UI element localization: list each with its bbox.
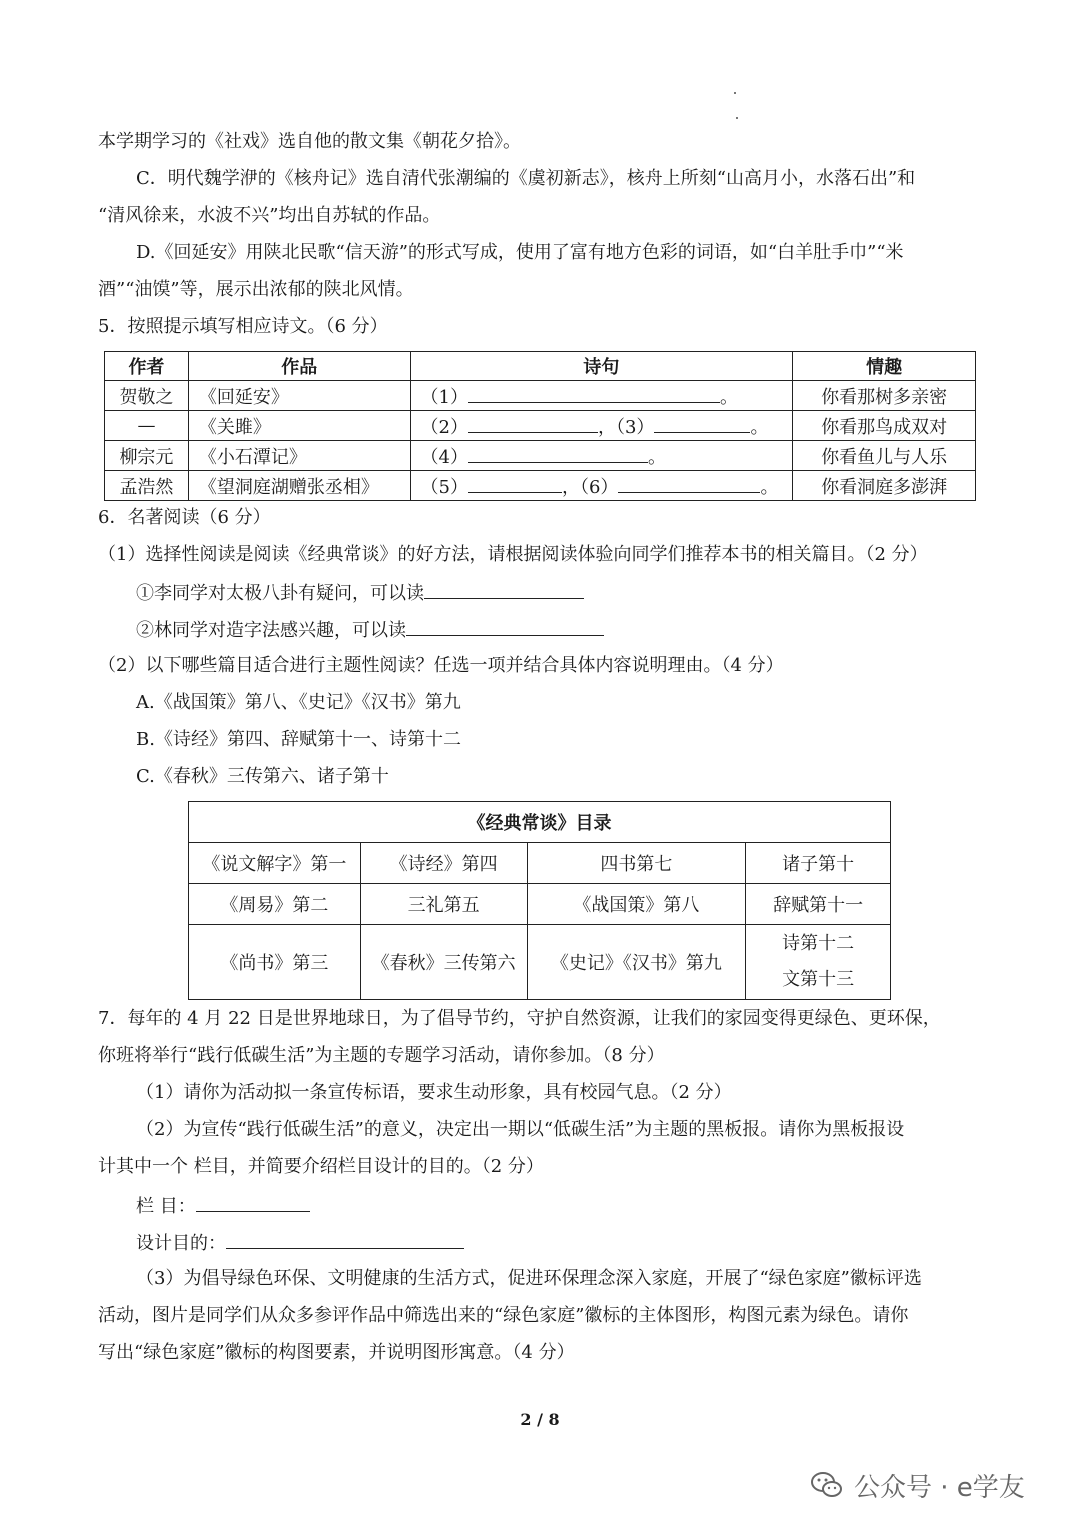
question-6-part-2: （2）以下哪些篇目适合进行主题性阅读？任选一项并结合具体内容说明理由。（4 分）	[98, 655, 784, 676]
toc-table	[188, 801, 891, 1000]
poem-table	[104, 351, 976, 501]
option-c-line-2: “清风徐来，水波不兴”均出自苏轼的作品。	[98, 205, 441, 226]
page-number: 2 / 8	[520, 1410, 560, 1429]
option-b: B.《诗经》第四、辞赋第十一、诗第十二	[136, 729, 461, 750]
blank-label: （4）	[420, 446, 468, 468]
punct: 。	[647, 446, 666, 468]
verse-cell	[410, 411, 793, 441]
column-label: 栏 目：	[136, 1196, 196, 1217]
verse-cell	[410, 471, 793, 501]
question-7-line-2: 你班将举行“践行低碳生活”为主题的专题学习活动，请你参加。（8 分）	[98, 1045, 665, 1066]
work-cell: 《关雎》	[188, 411, 410, 441]
question-6-item-2	[136, 617, 604, 643]
question-6-title: 6．名著阅读（6 分）	[98, 507, 271, 528]
toc-row	[189, 925, 891, 1000]
verse-cell	[410, 381, 793, 411]
answer-blank-li[interactable]	[424, 580, 584, 599]
header-author: 作者	[105, 352, 189, 381]
blank-label: （1）	[420, 386, 468, 408]
toc-cell	[746, 925, 891, 1000]
blank-label: （5）	[420, 476, 468, 498]
answer-blank-4[interactable]	[468, 444, 648, 463]
option-d-line-1: D.《回延安》用陕北民歌“信天游”的形式写成，使用了富有地方色彩的词语，如“白羊肚手巾”“米	[136, 242, 904, 263]
punct: 。	[719, 386, 738, 408]
purpose-blank[interactable]	[226, 1230, 464, 1249]
answer-blank-2[interactable]	[468, 414, 598, 433]
toc-cell: 《史记》《汉书》第九	[527, 925, 746, 1000]
table-row	[105, 411, 976, 441]
question-6-part-1: （1）选择性阅读是阅读《经典常谈》的好方法，请根据阅读体验向同学们推荐本书的相关篇目。（2 分）	[98, 544, 928, 565]
option-a: A.《战国策》第八、《史记》《汉书》第九	[136, 692, 461, 713]
question-7-part-3-line-2: 活动，图片是同学们从众多参评作品中筛选出来的“绿色家庭”徽标的主体图形，构图元素为绿色。请你	[98, 1305, 909, 1326]
question-7-part-1: （1）请你为活动拟一条宣传标语，要求生动形象，具有校园气息。（2 分）	[136, 1082, 732, 1103]
option-c: C.《春秋》三传第六、诸子第十	[136, 766, 389, 787]
question-7-part-2-line-1: （2）为宣传“践行低碳生活”的意义，决定出一期以“低碳生活”为主题的黑板报。请你为黑板报设	[136, 1119, 905, 1140]
question-7-part-3-line-1: （3）为倡导绿色环保、文明健康的生活方式，促进环保理念深入家庭，开展了“绿色家庭”徽标评选	[136, 1268, 922, 1289]
toc-cell: 《周易》第二	[189, 884, 361, 925]
watermark	[810, 1465, 1025, 1505]
toc-title-row	[189, 802, 891, 843]
mood-cell: 你看那树多亲密	[793, 381, 976, 411]
question-6-item-1	[136, 580, 584, 606]
column-field	[136, 1193, 310, 1219]
verse-cell	[410, 441, 793, 471]
work-cell: 《回延安》	[188, 381, 410, 411]
toc-cell: 《春秋》三传第六	[360, 925, 527, 1000]
table-row	[105, 471, 976, 501]
work-cell: 《望洞庭湖赠张丞相》	[188, 471, 410, 501]
header-work: 作品	[188, 352, 410, 381]
toc-cell-line-1: 诗第十二	[782, 933, 855, 954]
option-c-line-1: C．明代魏学洢的《核舟记》选自清代张潮编的《虞初新志》，核舟上所刻“山高月小，水落石出”和	[136, 168, 916, 189]
blank-label: （2）	[420, 416, 468, 438]
toc-cell: 《战国策》第八	[527, 884, 746, 925]
table-row	[105, 441, 976, 471]
author-cell: 柳宗元	[105, 441, 189, 471]
toc-cell: 诸子第十	[746, 843, 891, 884]
answer-blank-lin[interactable]	[406, 617, 604, 636]
toc-cell: 四书第七	[527, 843, 746, 884]
toc-cell: 三礼第五	[360, 884, 527, 925]
toc-cell-line-2: 文第十三	[782, 969, 855, 990]
toc-row	[189, 843, 891, 884]
mood-cell: 你看洞庭多澎湃	[793, 471, 976, 501]
item-1-text: ①李同学对太极八卦有疑问，可以读	[136, 583, 424, 604]
purpose-label: 设计目的：	[136, 1233, 226, 1254]
header-verse: 诗句	[410, 352, 793, 381]
toc-cell: 《诗经》第四	[360, 843, 527, 884]
blank-label: ，（3）	[597, 416, 655, 438]
question-5-title: 5．按照提示填写相应诗文。（6 分）	[98, 316, 388, 337]
punct: 。	[750, 416, 769, 438]
text-line: 本学期学习的《社戏》选自他的散文集《朝花夕拾》。	[98, 131, 521, 152]
toc-row	[189, 884, 891, 925]
author-cell: —	[105, 411, 189, 441]
watermark-text: 公众号 · e学友	[854, 1472, 1025, 1503]
column-blank[interactable]	[196, 1193, 310, 1212]
toc-cell: 辞赋第十一	[746, 884, 891, 925]
item-2-text: ②林同学对造字法感兴趣，可以读	[136, 620, 406, 641]
wechat-icon	[810, 1470, 844, 1500]
table-row	[105, 381, 976, 411]
punct: 。	[760, 476, 779, 498]
answer-blank-6[interactable]	[618, 474, 760, 493]
answer-blank-1[interactable]	[468, 384, 720, 403]
toc-cell: 《说文解字》第一	[189, 843, 361, 884]
blank-label: ，（6）	[561, 476, 619, 498]
option-d-line-2: 酒”“油馍”等，展示出浓郁的陕北风情。	[98, 279, 414, 300]
header-mood: 情趣	[793, 352, 976, 381]
poem-table-header	[105, 352, 976, 381]
question-7-line-1: 7．每年的 4 月 22 日是世界地球日，为了倡导节约，守护自然资源，让我们的家园变得更绿色、更环保，	[98, 1008, 941, 1029]
author-cell: 孟浩然	[105, 471, 189, 501]
toc-title: 《经典常谈》目录	[189, 802, 891, 843]
mood-cell: 你看鱼儿与人乐	[793, 441, 976, 471]
mood-cell: 你看那鸟成双对	[793, 411, 976, 441]
question-7-part-3-line-3: 写出“绿色家庭”徽标的构图要素，并说明图形寓意。（4 分）	[98, 1342, 575, 1363]
answer-blank-5[interactable]	[468, 474, 562, 493]
answer-blank-3[interactable]	[654, 414, 750, 433]
work-cell: 《小石潭记》	[188, 441, 410, 471]
question-7-part-2-line-2: 计其中一个 栏目，并简要介绍栏目设计的目的。（2 分）	[98, 1156, 544, 1177]
scan-dot	[736, 117, 738, 119]
scan-dot	[734, 92, 736, 94]
toc-cell: 《尚书》第三	[189, 925, 361, 1000]
author-cell: 贺敬之	[105, 381, 189, 411]
purpose-field	[136, 1230, 464, 1256]
